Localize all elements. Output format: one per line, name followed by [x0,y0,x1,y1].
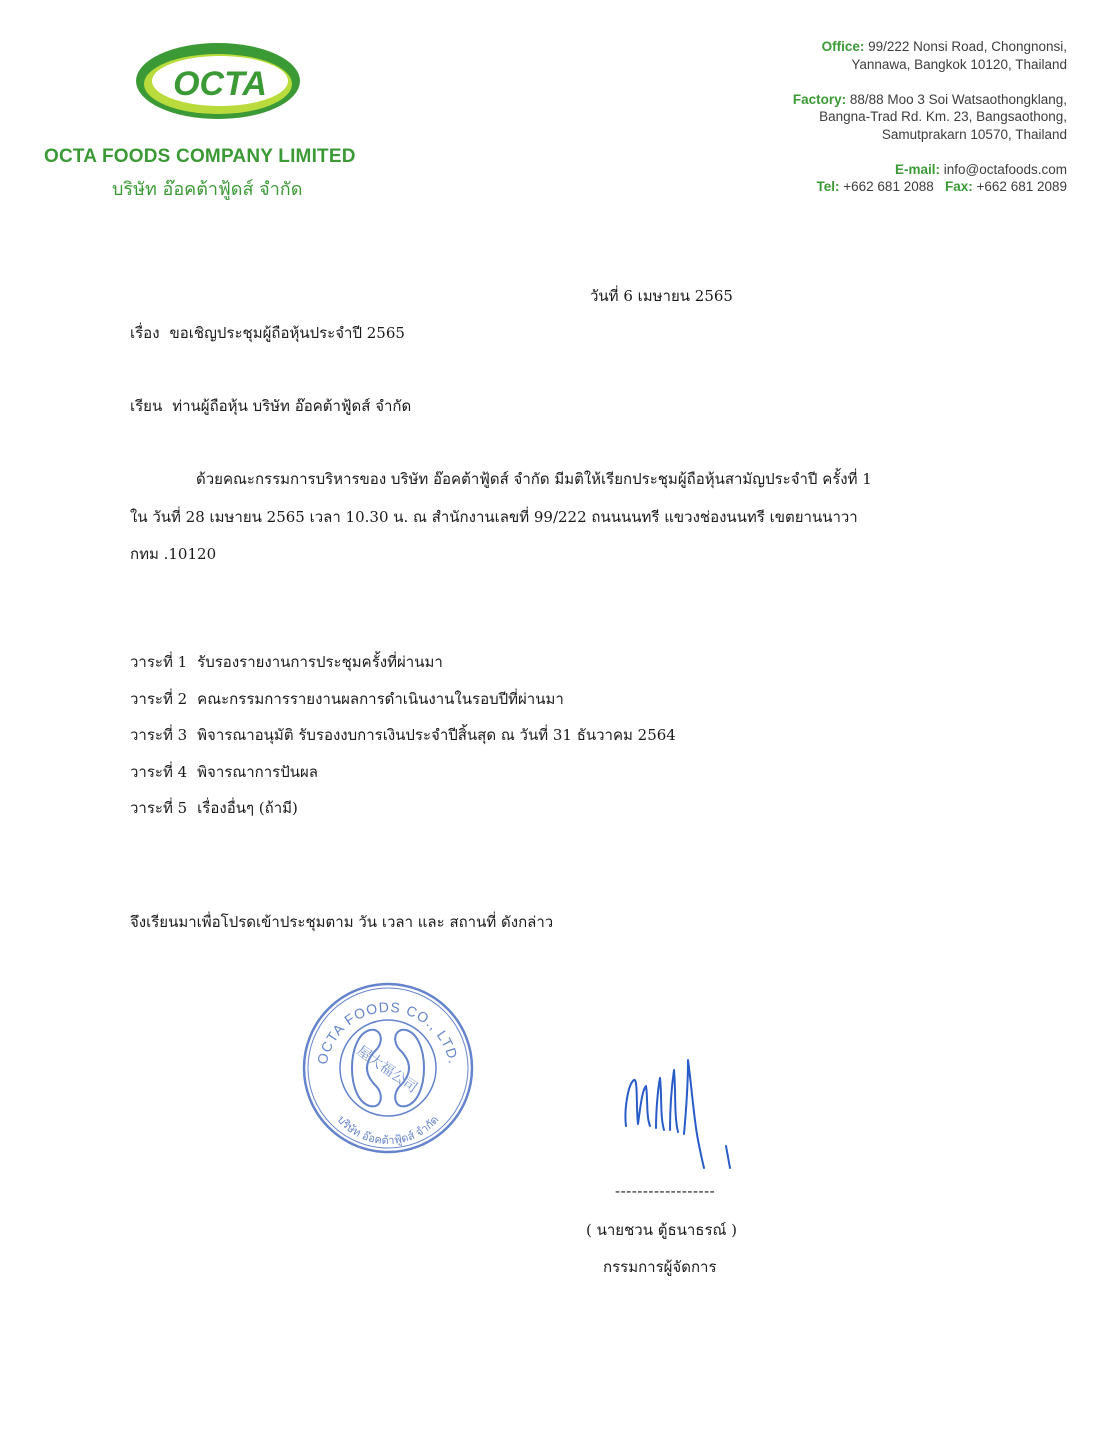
office-line-2: Yannawa, Bangkok 10120, Thailand [851,56,1067,72]
handwritten-signature [612,1050,742,1174]
agenda-text: รับรองรายงานการประชุมครั้งที่ผ่านมา [197,653,443,671]
subject-text: ขอเชิญประชุมผู้ถือหุ้นประจำปี 2565 [169,324,405,342]
email-line [793,161,1067,179]
factory-address-1: 88/88 Moo 3 Soi Watsaothongklang, [849,91,1067,107]
company-name-en: OCTA FOODS COMPANY LIMITED [44,146,356,167]
contact-block [793,38,1067,196]
stamp-center-text: 屋大福公司 [353,1043,421,1097]
recipient-text: ท่านผู้ถือหุ้น บริษัท อ๊อคต้าฟู้ดส์ จำกัด [172,397,412,415]
svg-text:OCTA FOODS CO., LTD. [314,999,462,1066]
company-name-th: บริษัท อ๊อคต้าฟู้ดส์ จำกัด [112,179,303,200]
fax-value: +662 681 2089 [976,179,1067,194]
agenda-text: พิจารณาการปันผล [197,762,318,781]
office-label: Office: [821,39,865,54]
fax-label: Fax: [945,179,973,194]
recipient-line [130,394,411,418]
factory-line-1 [793,91,1067,109]
agenda-label: วาระที่ 2 [130,689,188,708]
octa-logo [134,40,302,122]
stamp-top-text: OCTA FOODS CO., LTD. [313,998,463,1066]
factory-line-3: Samutprakarn 10570, Thailand [881,126,1067,142]
phone-line [793,178,1067,196]
subject-label: เรื่อง [130,324,160,342]
agenda-label: วาระที่ 1 [130,653,188,671]
email-link[interactable]: info@octafoods.com [943,161,1067,177]
factory-line-2: Bangna-Trad Rd. Km. 23, Bangsaothong, [819,109,1067,124]
tel-value: +662 681 2088 [843,179,934,194]
agenda-text: คณะกรรมการรายงานผลการดำเนินงานในรอบปีที่ผ่านมา [197,689,564,708]
agenda-item [130,724,676,761]
stamp-bottom-text: บริษัท อ๊อคต้าฟู้ดส์ จำกัด [334,1113,442,1148]
office-line-1 [793,38,1067,56]
agenda-list [130,651,676,834]
agenda-item [130,651,676,688]
agenda-item [130,797,676,834]
letter-date: วันที่ 6 เมษายน 2565 [590,287,733,305]
signatory-title: กรรมการผู้จัดการ [603,1258,717,1276]
signatory-name: ( นายชวน ตู้ธนาธรณ์ ) [586,1221,738,1239]
body-line-1: ด้วยคณะกรรมการบริหารของ บริษัท อ๊อคต้าฟู้ดส์ จำกัด มีมติให้เรียกประชุมผู้ถือหุ้นสามัญประจำปี ครั้งที่ 1 [196,470,872,488]
subject-line [130,321,405,345]
agenda-text: เรื่องอื่นๆ (ถ้ามี) [197,799,298,817]
company-seal-stamp [298,978,478,1158]
agenda-item [130,688,676,725]
tel-label: Tel: [816,179,840,194]
email-label: E-mail: [894,161,940,177]
body-line-2: ใน วันที่ 28 เมษายน 2565 เวลา 10.30 น. ณ สำนักงานเลขที่ 99/222 ถนนนนทรี แขวงช่องนนทรี เขตยานนาวา [130,508,858,526]
closing-line: จึงเรียนมาเพื่อโปรดเข้าประชุมตาม วัน เวลา และ สถานที่ ดังกล่าว [130,913,554,931]
agenda-text: พิจารณาอนุมัติ รับรองงบการเงินประจำปีสิ้นสุด ณ วันที่ 31 ธันวาคม 2564 [197,726,676,744]
body-line-3: กทม .10120 [130,545,217,563]
agenda-label: วาระที่ 5 [130,799,188,817]
agenda-item [130,761,676,798]
recipient-label: เรียน [130,397,163,415]
office-address-1: 99/222 Nonsi Road, Chongnonsi, [868,39,1067,54]
logo-text: OCTA [173,65,267,103]
signature-line: ------------------ [615,1182,716,1200]
agenda-label: วาระที่ 3 [130,726,188,744]
factory-label: Factory: [792,91,847,107]
agenda-label: วาระที่ 4 [130,762,188,781]
